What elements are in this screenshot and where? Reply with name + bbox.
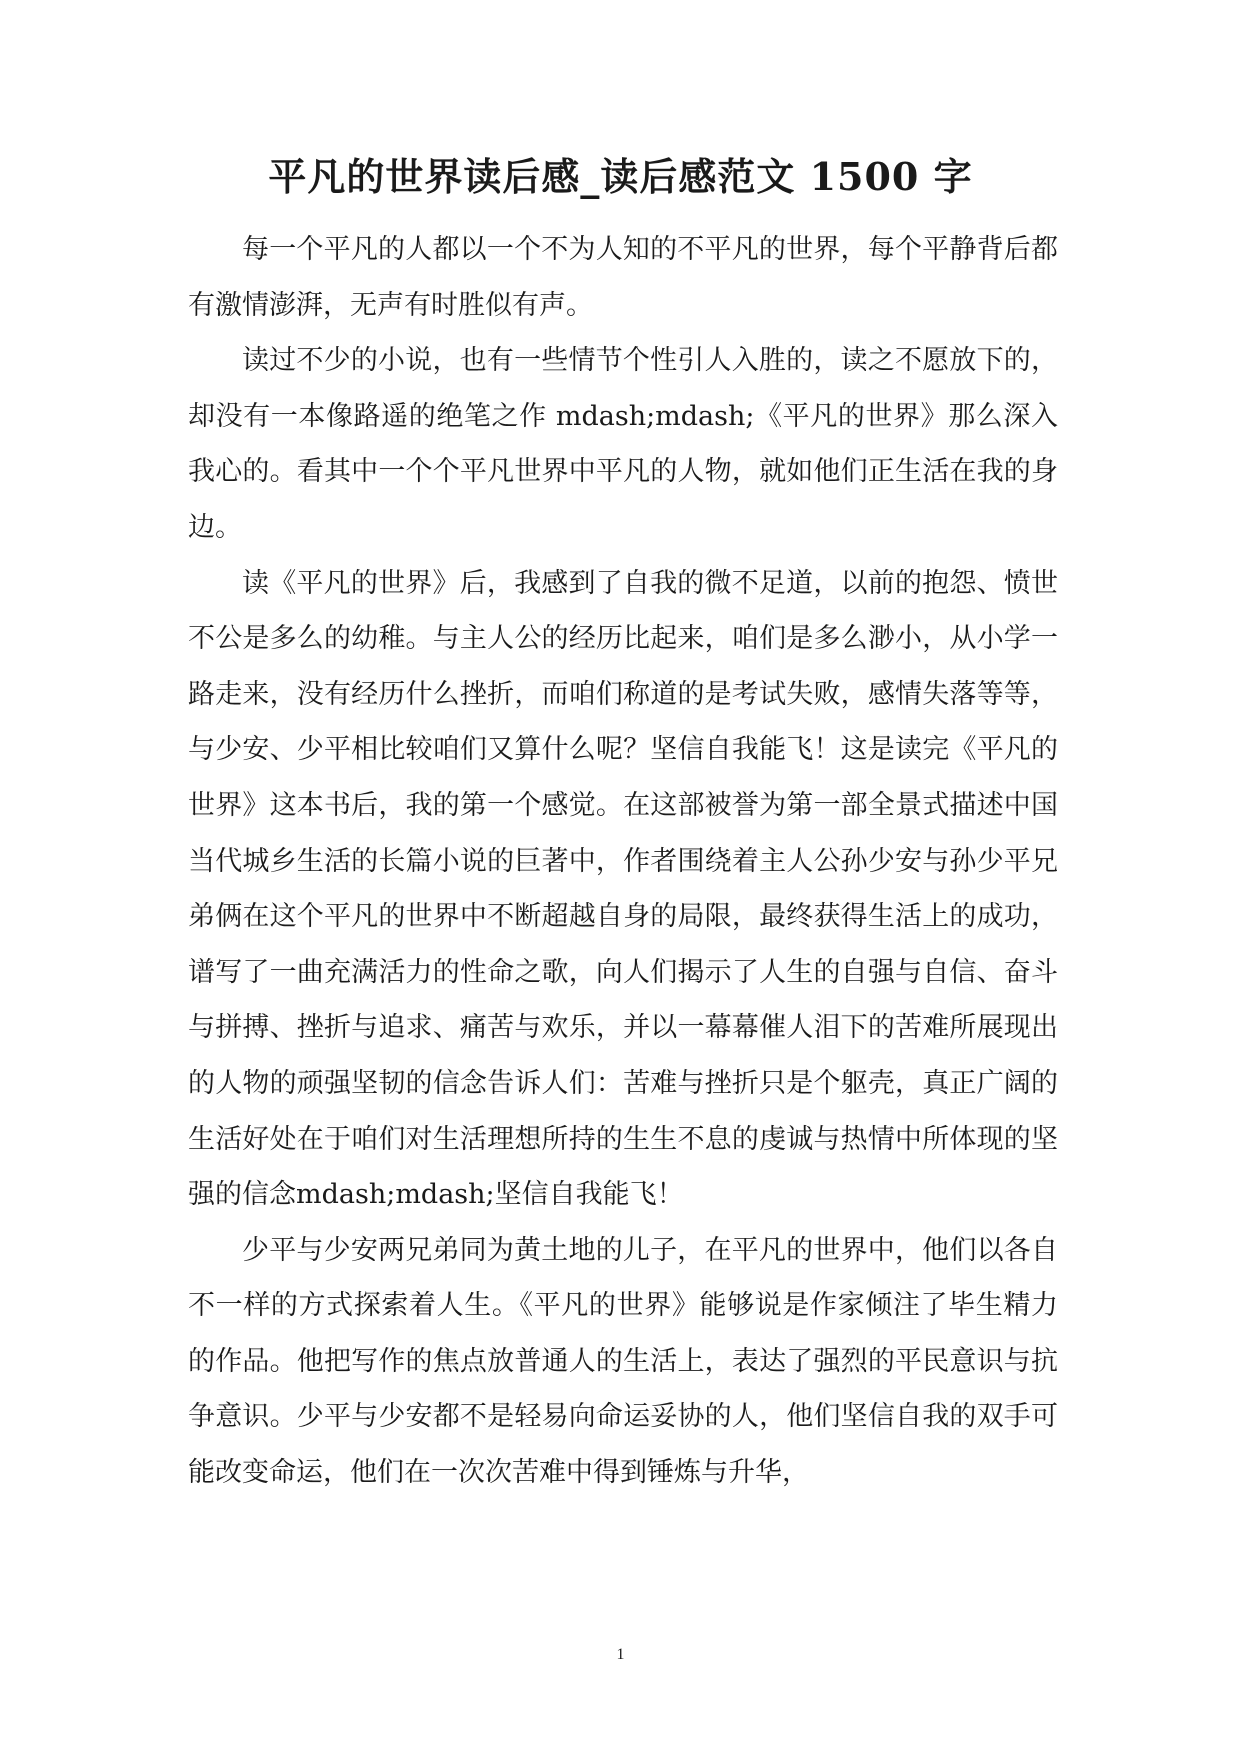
paragraph: 读《平凡的世界》后，我感到了自我的微不足道，以前的抱怨、愤世不公是多么的幼稚。与主人公的经历比起来，咱们是多么渺小，从小学一路走来，没有经历什么挫折，而咱们称道的是考试失败，感情失落等等，与少安、少平相比较咱们又算什么呢？坚信自我能飞！这是读完《平凡的世界》这本书后，我的第一个感觉。在这部被誉为第一部全景式描述中国当代城乡生活的长篇小说的巨著中，作者围绕着主人公孙少安与孙少平兄弟俩在这个平凡的世界中不断超越自身的局限，最终获得生活上的成功，谱写了一曲充满活力的性命之歌，向人们揭示了人生的自强与自信、奋斗与拼搏、挫折与追求、痛苦与欢乐，并以一幕幕催人泪下的苦难所展现出的人物的顽强坚韧的信念告诉人们：苦难与挫折只是个躯壳，真正广阔的生活好处在于咱们对生活理想所持的生生不息的虔诚与热情中所体现的坚强的信念mdash;mdash;坚信自我能飞！ [188, 567, 1058, 1211]
paragraph: 读过不少的小说，也有一些情节个性引人入胜的，读之不愿放下的，却没有一本像路遥的绝笔之作 mdash;mdash;《平凡的世界》那么深入我心的。看其中一个个平凡世界中平凡的人物，就如他们正生活在我的身边。 [188, 345, 1058, 543]
paragraph: 少平与少安两兄弟同为黄土地的儿子，在平凡的世界中，他们以各自不一样的方式探索着人生。《平凡的世界》能够说是作家倾注了毕生精力的作品。他把写作的焦点放普通人的生活上，表达了强烈的平民意识与抗争意识。少平与少安都不是轻易向命运妥协的人，他们坚信自我的双手可能改变命运，他们在一次次苦难中得到锤炼与升华， [188, 1234, 1058, 1489]
document-body [188, 222, 1058, 1501]
page-number: 1 [616, 1646, 625, 1663]
document-title: 平凡的世界读后感_读后感范文 1500 字 [268, 154, 973, 199]
paragraph: 每一个平凡的人都以一个不为人知的不平凡的世界，每个平静背后都有激情澎湃，无声有时胜似有声。 [188, 234, 1058, 321]
